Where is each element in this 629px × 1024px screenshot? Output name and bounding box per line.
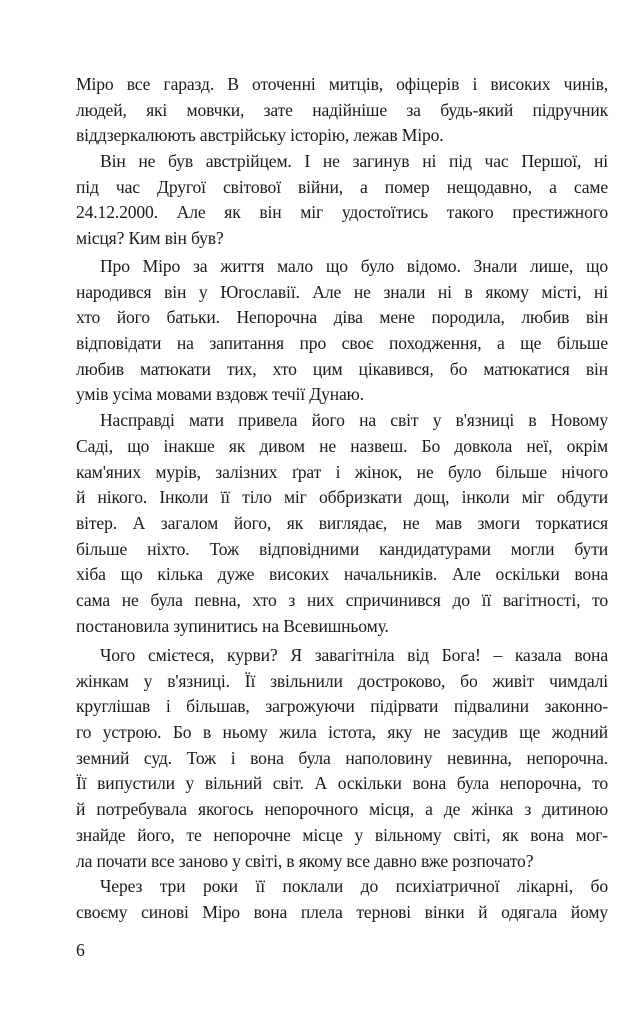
- text-line: жінкам у в'язниці. Її звільнили достроково, бо живіт чимдалі: [76, 670, 608, 691]
- text-line: Насправді мати привела його на світ у в'язниці в Новому: [100, 410, 608, 431]
- text-line: й потребувала якогось непорочного місця, а де жінка з дитиною: [76, 799, 608, 820]
- text-line: відповідати на запитання про своє походження, а ще більше: [76, 333, 608, 354]
- text-block-3: [76, 643, 608, 926]
- text-line: сама не була певна, хто з них спричинився до її вагітності, то: [76, 589, 608, 610]
- text-line: любив матюкати тих, хто цим цікавився, бо матюкатися він: [76, 358, 608, 379]
- page-number: 6: [76, 940, 85, 960]
- text-line: своєму синові Міро вона плела тернові вінки й одягала йому: [76, 901, 608, 922]
- text-block-2: [76, 254, 608, 639]
- text-line: народився він у Югославії. Але не знали ні в якому місті, ні: [76, 281, 608, 302]
- text-line: й нікого. Інколи її тіло міг оббризкати дощ, інколи міг обдути: [76, 487, 608, 508]
- text-line: Міро все гаразд. В оточенні митців, офіцерів і високих чинів,: [76, 74, 608, 94]
- text-line: знайде його, те непорочне місце у вільному світі, як вона мог-: [76, 824, 608, 845]
- text-line: під час Другої світової війни, а помер нещодавно, а саме: [76, 176, 608, 197]
- text-line: хіба що кілька дуже високих начальників. Але оскільки вона: [76, 564, 608, 585]
- text-line: кам'яних мурів, залізних ґрат і жінок, не було більше нічого: [76, 461, 608, 482]
- text-line: ла почати все заново у світі, в якому все давно вже розпочато?: [76, 850, 534, 871]
- text-line: круглішав і більшав, загрожуючи підірвати підвалини законно-: [76, 696, 608, 717]
- text-line: го устрою. Бо в ньому жила істота, яку не засудив ще жодний: [76, 722, 608, 743]
- text-line: місця? Ким він був?: [76, 228, 224, 249]
- text-line: Він не був австрійцем. І не загинув ні під час Першої, ні: [100, 151, 608, 172]
- text-line: Чого смієтеся, курви? Я завагітніла від Бога! – казала вона: [100, 645, 608, 665]
- text-line: віддзеркалюють австрійську історію, лежав Міро.: [76, 125, 444, 146]
- text-block-1: [76, 72, 608, 252]
- text-line: більше ніхто. Тож відповідними кандидатурами могли бути: [76, 538, 608, 559]
- text-line: земний суд. Тож і вона була наполовину невинна, непорочна.: [76, 747, 608, 768]
- text-line: умів усіма мовами вздовж течії Дунаю.: [76, 384, 364, 405]
- text-line: Через три роки її поклали до психіатричної лікарні, бо: [100, 876, 608, 897]
- text-line: Її випустили у вільний світ. А оскільки вона була непорочна, то: [76, 773, 608, 794]
- text-line: вітер. А загалом його, як виглядає, не мав змоги торкатися: [76, 512, 608, 533]
- text-line: 24.12.2000. Але як він міг удостоїтись такого престижного: [76, 202, 608, 223]
- text-line: людей, які мовчки, зате надійніше за будь-який підручник: [76, 99, 608, 120]
- text-line: хто його батьки. Непорочна діва мене породила, любив він: [76, 307, 608, 328]
- text-line: Про Міро за життя мало що було відомо. Знали лише, що: [100, 256, 608, 276]
- text-line: Саді, що інакше як дивом не назвеш. Бо довкола неї, окрім: [76, 435, 608, 456]
- text-line: постановила зупинитись на Всевишньому.: [76, 615, 389, 636]
